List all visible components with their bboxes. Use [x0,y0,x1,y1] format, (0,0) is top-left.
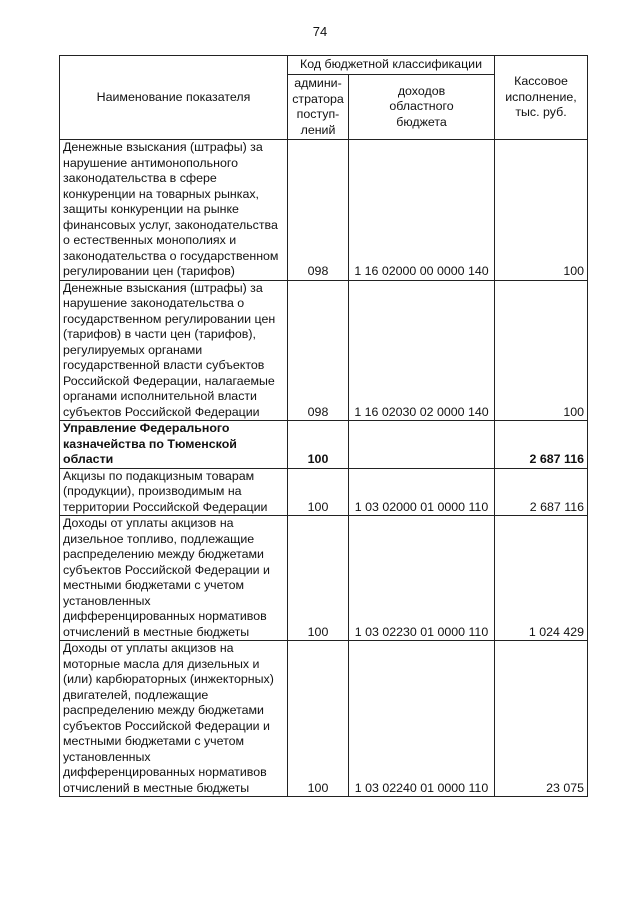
row-budget-code: 1 03 02230 01 0000 110 [349,516,495,641]
row-cash-execution: 23 075 [495,641,588,797]
header-regional-budget-income: доходов областного бюджета [349,75,495,140]
row-budget-code: 1 03 02240 01 0000 110 [349,641,495,797]
row-admin-code: 100 [288,468,349,516]
row-name: Денежные взыскания (штрафы) за нарушение антимонопольного законодательства в сфере конкуренции на товарных рынках, защиты конкуренции на рынке финансовых услуг, законодательства о естественных монополиях и законодательства о государственном регулировании цен (тарифов) [60,140,288,281]
header-name: Наименование показателя [60,56,288,140]
table-row [60,140,588,281]
row-budget-code: 1 16 02000 00 0000 140 [349,140,495,281]
row-cash-execution: 100 [495,280,588,421]
row-cash-execution: 1 024 429 [495,516,588,641]
row-cash-execution: 2 687 116 [495,468,588,516]
row-name: Управление Федерального казначейства по Тюменской области [60,421,288,469]
header-administrator: админи- стратора поступ- лений [288,75,349,140]
row-admin-code: 098 [288,140,349,281]
row-admin-code: 100 [288,641,349,797]
table-header [60,56,588,140]
row-name: Доходы от уплаты акцизов на моторные масла для дизельных и (или) карбюраторных (инжекторных) двигателей, подлежащие распределению между бюджетами субъектов Российской Федерации и местными бюджетами с учетом установленных дифференцированных нормативов отчислений в местные бюджеты [60,641,288,797]
row-name: Акцизы по подакцизным товарам (продукции), производимым на территории Российской Федерации [60,468,288,516]
row-admin-code: 098 [288,280,349,421]
row-budget-code [349,421,495,469]
row-name: Денежные взыскания (штрафы) за нарушение законодательства о государственном регулировании цен (тарифов) в части цен (тарифов), регулируемых органами государственной власти субъектов Российской Федерации, налагаемые органами исполнительной власти субъектов Российской Федерации [60,280,288,421]
table-body [60,140,588,797]
table-row [60,280,588,421]
row-name: Доходы от уплаты акцизов на дизельное топливо, подлежащие распределению между бюджетами субъектов Российской Федерации и местными бюджетами с учетом установленных дифференцированных нормативов отчислений в местные бюджеты [60,516,288,641]
page-number: 74 [312,24,328,39]
budget-table [59,55,588,797]
row-budget-code: 1 03 02000 01 0000 110 [349,468,495,516]
table-row [60,641,588,797]
header-classification-code: Код бюджетной классификации [288,56,495,75]
row-admin-code: 100 [288,516,349,641]
row-cash-execution: 2 687 116 [495,421,588,469]
row-cash-execution: 100 [495,140,588,281]
table-row [60,421,588,469]
header-cash-execution: Кассовое исполнение, тыс. руб. [495,56,588,140]
row-budget-code: 1 16 02030 02 0000 140 [349,280,495,421]
table-row [60,516,588,641]
table-row [60,468,588,516]
row-admin-code: 100 [288,421,349,469]
